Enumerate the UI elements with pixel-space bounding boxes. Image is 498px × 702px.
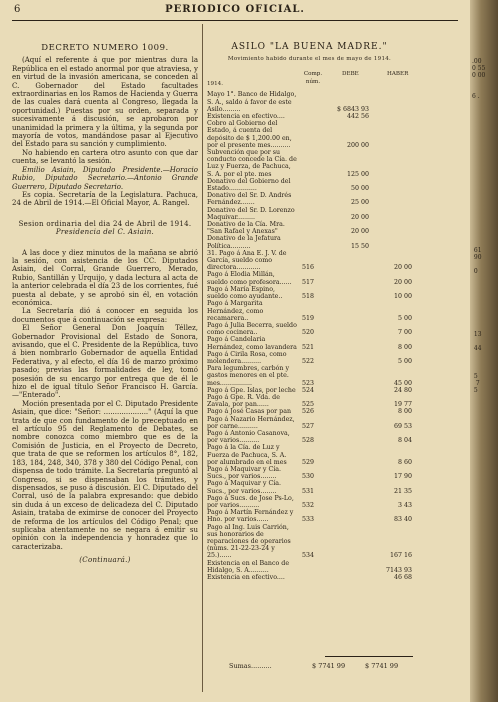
ledger-debe: 125 00 <box>346 170 369 178</box>
ledger-header <box>207 69 412 91</box>
ledger-comp-number: 534 <box>302 552 315 560</box>
ledger-description: Pago á la Cía. de Luz y Fuerza de Pachuca, S. A. por alumbrado en el mes <box>207 444 287 466</box>
ledger-haber: 7 00 <box>397 329 412 337</box>
ledger-haber: 20 00 <box>393 278 412 286</box>
ledger-description: Donativo del Sr. D. Andrés Fernández....... <box>207 192 292 207</box>
ledger-comp-number: 531 <box>302 487 315 495</box>
ledger-debe: 15 50 <box>350 242 369 250</box>
ledger-haber: 17 90 <box>393 473 412 481</box>
sum-rule <box>325 656 413 657</box>
ledger-description: Pago á Maquivar y Cía. Sucs., por varios........ <box>207 480 282 495</box>
ledger-debe: 20 00 <box>350 213 369 221</box>
ledger-row <box>207 120 412 149</box>
ledger-haber: 83 40 <box>393 516 412 524</box>
ledger-description: Pago al Ing. Luis Carrión, sus honorarios de reparaciones de operarios (núms. 21-22-23-24 y 25.)...... <box>207 523 291 560</box>
ledger-comp-number: 517 <box>302 278 315 286</box>
ledger-row <box>207 408 412 415</box>
ledger-row <box>207 560 412 574</box>
ledger-row <box>207 466 412 480</box>
movement-subtitle: Movimiento habido durante el mes de mayo de 1914. <box>227 56 392 63</box>
signatures: Emilio Asiain, Diputado Presidente.—Horacio Rubio, Diputado Secretario.—Antonio Grande Guerrero, Diputado Secretario. <box>12 165 198 191</box>
ledger-comp-number: 527 <box>302 422 315 430</box>
ledger-row <box>207 480 412 494</box>
ledger-row <box>207 221 412 235</box>
ledger-haber: 46 68 <box>393 574 412 582</box>
ledger-description: Existencia en efectivo.... <box>207 574 285 582</box>
ledger-description: Pago á Martín Fernández y Hno. por varios...... <box>207 509 294 524</box>
ledger-description: Pago á José Casas por pan <box>207 408 292 416</box>
ledger-description: Mayo 1°. Banco de Hidalgo, S. A., saldo á favor de este Asilo......... <box>207 91 297 113</box>
ledger-comp-number: 524 <box>302 386 315 394</box>
ledger-debe: 200 00 <box>346 141 369 149</box>
right-column <box>207 44 412 581</box>
ledger-haber: 7143 93 <box>385 566 412 574</box>
header-rule <box>12 20 458 21</box>
ledger-haber: 5 00 <box>397 314 412 322</box>
adjacent-page-fragment: .00 0 55 0 00 6 . 61 90 0 13 44 5 7 5 <box>472 58 486 394</box>
ledger-comp-number: 523 <box>302 379 315 387</box>
decree-title: DECRETO NUMERO 1009. <box>41 43 169 53</box>
sum-debe: $ 7741 99 <box>312 662 346 670</box>
ledger-row <box>207 365 412 387</box>
ledger-comp-number: 518 <box>302 293 315 301</box>
copy-note: Es copia. Secretaría de la Legislatura. Pachuca, 24 de Abril de 1914.—El Oficial Mayor, A. Rangel. <box>12 190 198 208</box>
ledger-comp-number: 519 <box>302 314 315 322</box>
ledger-row <box>207 250 412 272</box>
ledger-comp-number: 516 <box>302 264 315 272</box>
ledger-debe: 442 56 <box>346 113 369 121</box>
ledger-row <box>207 524 412 560</box>
ledger-description: Cobro al Gobierno del Estado, á cuenta del depósito de $ 1,200.00 en, por el presente mes.......... <box>207 120 292 149</box>
ledger-row <box>207 387 412 394</box>
newspaper-title: PERIODICO OFICIAL. <box>165 4 305 15</box>
ledger-row <box>207 394 412 408</box>
ledger-description: Pago á María Espino, sueldo como ayudante.. <box>207 285 283 301</box>
asylum-title: ASILO "LA BUENA MADRE." <box>231 42 388 52</box>
page-number: 6 <box>14 4 21 15</box>
ledger-row <box>207 574 412 581</box>
ledger-row <box>207 509 412 523</box>
ledger-description: Pago á Gpe. Islas, por leche <box>207 386 296 394</box>
ledger-comp-number: 525 <box>302 401 315 409</box>
ledger-row <box>207 430 412 444</box>
ledger-debe: 25 00 <box>350 199 369 207</box>
ledger-comp-number: 528 <box>302 437 315 445</box>
ledger-haber: 19 77 <box>393 401 412 409</box>
sum-haber: $ 7741 99 <box>365 662 399 670</box>
ledger-haber: 3 43 <box>397 501 412 509</box>
ledger-row <box>207 149 412 178</box>
ledger-row <box>207 113 412 120</box>
ledger-comp-number: 526 <box>302 408 315 416</box>
ledger-debe: 20 00 <box>350 228 369 236</box>
ledger-haber: 69 53 <box>393 422 412 430</box>
ledger-description: Pago á Nazario Hernández, por carne.......... <box>207 415 295 430</box>
ledger-description: Pago á Maquivar y Cía. Sucs., por varios........ <box>207 465 282 481</box>
sum-label: Sumas.......... <box>229 662 272 670</box>
ledger-row <box>207 336 412 350</box>
ledger-row <box>207 271 412 285</box>
ledger-description: Pago á Julia Becerra, sueldo como cocinera.. <box>207 321 297 337</box>
ledger-comp-number: 533 <box>302 516 315 524</box>
ledger-debe: $ 6843 93 <box>336 105 369 113</box>
ledger-haber: 21 35 <box>393 487 412 495</box>
ledger-description: Pago á Antonio Casanova, por varios.......... <box>207 429 290 445</box>
ledger-description: Donativo del Sr. D. Lorenzo Maquivar......... <box>207 206 295 221</box>
ledger-haber: 5 00 <box>397 357 412 365</box>
column-separator <box>202 24 203 692</box>
ledger-description: Donativo de la Jefatura Política.......... <box>207 235 281 250</box>
ledger-row <box>207 495 412 509</box>
ledger-row <box>207 207 412 221</box>
ledger-haber: 8 00 <box>397 343 412 351</box>
session-title: Sesion ordinaria del dia 24 de Abril de 1914. <box>18 219 192 228</box>
ledger-row <box>207 322 412 336</box>
ledger-haber: 24 80 <box>393 386 412 394</box>
ledger-description: Existencia en el Banco de Hidalgo, S. A.......... <box>207 559 290 574</box>
ledger-description: Donativo de la Cía. Mra. "San Rafael y Anexas" <box>207 221 285 236</box>
left-column <box>12 44 198 565</box>
presidency: Presidencia del C. Asiain. <box>55 228 155 237</box>
year-label: 1914. <box>207 81 224 88</box>
col-haber: HABER <box>387 71 409 78</box>
session-paragraph: A las doce y diez minutos de la mañana se abrió la sesión, con asistencia de los CC. Diputados Asiain, del Corral, Grande Guerrero, Merado, Rubio, Santillán y Urquijo, y dada lectura al acta de la anterior celebrada el día 23 de los corrientes, fué puesta al debate, y se aprobó sin él, en votación económica. <box>12 248 198 307</box>
ledger-totals <box>207 658 412 672</box>
continued-note: (Continuará.) <box>79 556 131 565</box>
ledger-comp-number: 522 <box>302 357 315 365</box>
ledger-row <box>207 351 412 365</box>
ledger-description: Pago á Sucs. de Jose Ps-Lo, por varios.......... <box>207 494 294 509</box>
ledger-row <box>207 300 412 322</box>
ledger-comp-number: 521 <box>302 343 315 351</box>
book-spine <box>470 0 498 702</box>
col-debe: DEBE <box>342 71 359 78</box>
ledger-description: Pago á Candelaria Hernández, como lavandera <box>207 336 297 351</box>
ledger-comp-number: 532 <box>302 501 315 509</box>
ledger-row <box>207 444 412 466</box>
ledger-description: Pago á Gpe. R. Vda. de Zavala, por pan...... <box>207 393 280 409</box>
ledger-description: Subvención que por su conducto concede la Cía. de Luz y Fuerza, de Pachuca, S. A. por el pte. mes <box>207 149 297 178</box>
session-paragraph: La Secretaría dió á conocer en seguida los documentos que á continuación se expresa: <box>12 307 198 324</box>
ledger-row <box>207 192 412 206</box>
ledger-description: Donativo del Gobierno del Estado.............. <box>207 177 291 193</box>
col-comp: Comp. núm. <box>303 71 323 85</box>
ledger-description: Pago á Cirila Rosa, como molendera.......... <box>207 350 287 365</box>
session-paragraph: El Señor General Don Joaquín Téllez, Gobernador Provisional del Estado de Sonora, avisando, que el C. Presidente de la República, tuvo á bien nombrarlo Gobernador de aquella Entidad Federativa, y al efecto, el día 16 de marzo próximo pasado; previas las formalidades de ley, tomó posesión de su encargo por entrega que de él le hizo el de igual título Señor Francisco H. García.—"Enterado". <box>12 324 198 400</box>
ledger-haber: 8 04 <box>397 437 412 445</box>
ledger-row <box>207 235 412 249</box>
ledger-row <box>207 178 412 192</box>
ledger-description: Para legumbres, carbón y gastos menores en el pte. mes................ <box>207 365 290 387</box>
ledger-debe: 50 00 <box>350 185 369 193</box>
ledger-rows <box>207 91 412 581</box>
ledger-haber: 167 16 <box>389 552 412 560</box>
ledger-haber: 45 00 <box>393 379 412 387</box>
ledger-row <box>207 286 412 300</box>
ledger-description: Existencia en efectivo.... <box>207 113 285 121</box>
ledger-description: 31. Pago á Ana E. J. V. de García, sueldo como directora............ <box>207 249 287 272</box>
ledger-haber: 8 00 <box>397 408 412 416</box>
decree-body: (Aquí el referente á que por mientras dura la República en el estado anormal por que atraviesa, y en virtud de la invasión americana, se conceden al C. Gobernador del Estado facultades extraordinarias en los Ramos de Hacienda y Guerra de las cuales dará cuenta al Congreso, llegada la oportunidad.) Puestas por su orden, separada y sucesivamente á discusión, se aprobaron por unanimidad la primera y la última, y la segunda por mayoría de votos, mandándose pasar al Ejecutivo del Estado para su sanción y cumplimiento. <box>12 56 198 149</box>
ledger-row <box>207 416 412 430</box>
ledger-haber: 10 00 <box>393 293 412 301</box>
ledger-haber: 20 00 <box>393 264 412 272</box>
session-paragraph: Moción presentada por el C. Diputado Presidente Asiain, que dice: "Señor: ...................." (Aquí la que trata de que con fundamento de lo preceptuado en el artículo 95 del Reglamento de Debates, se nombre conozca como miembro que es de la Comisión de Justicia, en el Proyecto de Decreto, que trata de que se reformen los artículos 8°, 182, 183, 184, 248, 340, 378 y 380 del Código Penal, con dispensa de todo trámite. La Secretaría preguntó al Congreso, si se dispensaban los trámites, y dispensados, se puso á discusión. El C. Diputado del Corral, usó de la palabra expresando: que debido sin duda á un exceso de delicadeza del C. Diputado Asiain, trataba de eximirse de conocer del Proyecto de reforma de los artículos del Código Penal; que suplicaba atentamente no se negara á emitir su opinión con la independencia y honradez que lo caracterizaba. <box>12 399 198 551</box>
ledger-description: Pago á Margarita Hernández, como recamarera.. <box>207 300 264 322</box>
ledger-comp-number: 530 <box>302 473 315 481</box>
ledger-comp-number: 529 <box>302 458 315 466</box>
no-business-text: No habiendo en cartera otro asunto con que dar cuenta, se levantó la sesión. <box>12 148 198 166</box>
ledger-comp-number: 520 <box>302 329 315 337</box>
ledger-description: Pago á Elodia Millán, sueldo como profesora...... <box>207 271 292 286</box>
page-header <box>8 4 462 20</box>
ledger-haber: 8 60 <box>397 458 412 466</box>
ledger-row <box>207 91 412 113</box>
